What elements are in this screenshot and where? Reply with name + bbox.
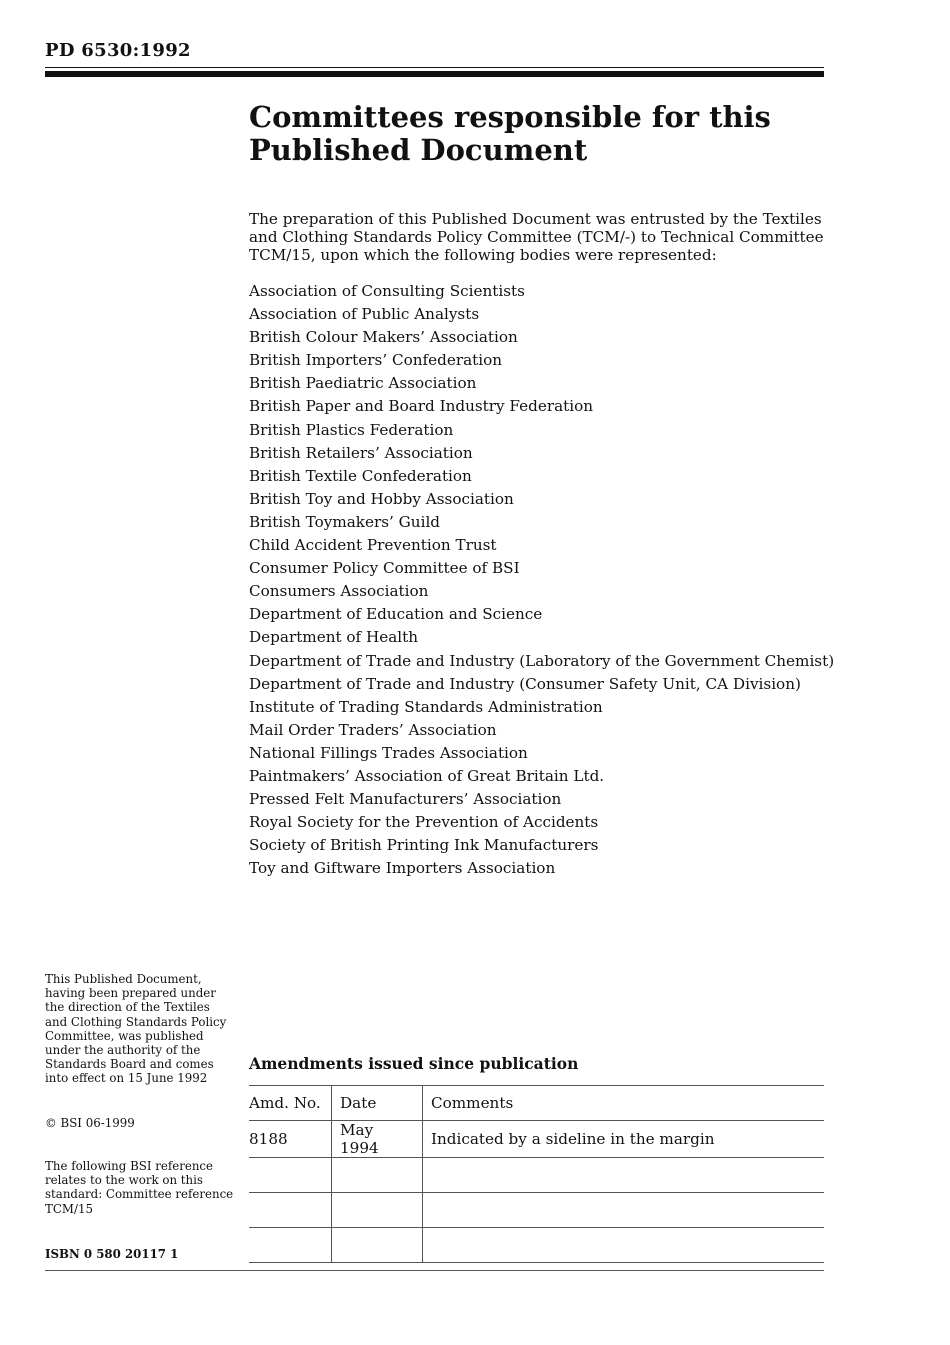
amd-no-cell <box>249 1193 332 1228</box>
list-item: British Importers’ Confederation <box>249 351 503 370</box>
amendments-title: Amendments issued since publication <box>249 1054 579 1073</box>
date-cell <box>332 1158 423 1193</box>
comments-cell <box>423 1158 825 1193</box>
list-item: Consumers Association <box>249 582 429 601</box>
page-title-line-1: Committees responsible for this <box>249 100 771 134</box>
column-header-comments: Comments <box>423 1086 825 1121</box>
list-item: British Colour Makers’ Association <box>249 328 518 347</box>
date-cell: May 1994 <box>332 1121 423 1158</box>
amendments-table <box>249 1085 824 1263</box>
comments-cell <box>423 1193 825 1228</box>
intro-paragraph: The preparation of this Published Document was entrusted by the Textiles and Clothing Standards Policy Committee (TCM/-) to Technical Committee TCM/15, upon which the following bodies were represented: <box>249 210 824 264</box>
list-item: British Textile Confederation <box>249 466 472 485</box>
list-item: Association of Public Analysts <box>249 305 480 324</box>
date-cell <box>332 1228 423 1263</box>
list-item: National Fillings Trades Association <box>249 743 528 762</box>
copyright-notice: © BSI 06-1999 <box>45 1116 135 1130</box>
list-item: British Toy and Hobby Association <box>249 489 514 508</box>
list-item: Department of Health <box>249 628 419 647</box>
comments-cell: Indicated by a sideline in the margin <box>423 1121 825 1158</box>
list-item: Institute of Trading Standards Administration <box>249 697 603 716</box>
header-thin-rule <box>45 67 824 68</box>
document-id: PD 6530:1992 <box>45 40 191 61</box>
list-item: Child Accident Prevention Trust <box>249 536 497 555</box>
page-title-line-2: Published Document <box>249 133 588 167</box>
list-item: Consumer Policy Committee of BSI <box>249 559 520 578</box>
footer-rule <box>45 1270 824 1271</box>
list-item: Department of Trade and Industry (Consumer Safety Unit, CA Division) <box>249 674 801 693</box>
list-item: Pressed Felt Manufacturers’ Association <box>249 790 562 809</box>
column-header-amd-no: Amd. No. <box>249 1086 332 1121</box>
comments-cell <box>423 1228 825 1263</box>
committee-reference-note: The following BSI reference relates to the work on this standard: Committee reference TCM/15 <box>45 1159 234 1216</box>
list-item: British Paper and Board Industry Federation <box>249 397 594 416</box>
list-item: British Paediatric Association <box>249 374 477 393</box>
amd-no-cell: 8188 <box>249 1121 332 1158</box>
page-title <box>249 101 824 167</box>
amd-no-cell <box>249 1228 332 1263</box>
list-item: Department of Trade and Industry (Laboratory of the Government Chemist) <box>249 651 835 670</box>
isbn: ISBN 0 580 20117 1 <box>45 1247 179 1261</box>
table-row <box>249 1121 824 1158</box>
list-item: Toy and Giftware Importers Association <box>249 859 556 878</box>
represented-bodies-list <box>249 280 835 880</box>
table-header-row <box>249 1086 824 1121</box>
table-row <box>249 1158 824 1193</box>
date-cell <box>332 1193 423 1228</box>
list-item: Royal Society for the Prevention of Accidents <box>249 813 599 832</box>
list-item: Association of Consulting Scientists <box>249 282 525 300</box>
column-header-date: Date <box>332 1086 423 1121</box>
list-item: British Plastics Federation <box>249 420 454 439</box>
table-row <box>249 1228 824 1263</box>
amd-no-cell <box>249 1158 332 1193</box>
table-row <box>249 1193 824 1228</box>
list-item: Society of British Printing Ink Manufacturers <box>249 836 599 855</box>
list-item: Department of Education and Science <box>249 605 543 624</box>
header-thick-rule <box>45 71 824 77</box>
list-item: British Toymakers’ Guild <box>249 512 441 531</box>
list-item: British Retailers’ Association <box>249 443 473 462</box>
publication-note: This Published Document, having been prepared under the direction of the Textiles and Clothing Standards Policy Committee, was published under the authority of the Standards Board and comes into effect on 15 June 1992 <box>45 972 227 1086</box>
list-item: Mail Order Traders’ Association <box>249 720 497 739</box>
list-item: Paintmakers’ Association of Great Britain Ltd. <box>249 766 605 785</box>
